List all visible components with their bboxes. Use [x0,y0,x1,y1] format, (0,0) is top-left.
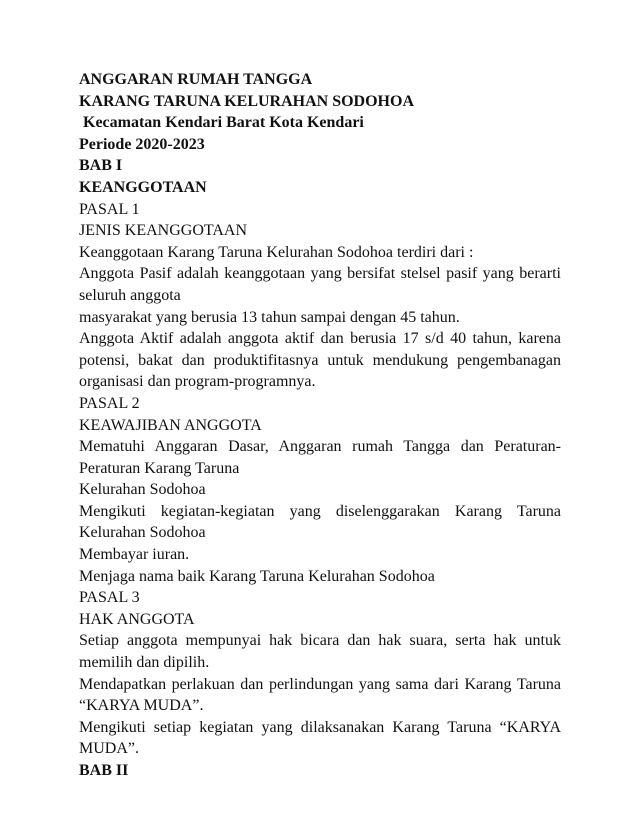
pasal-1-title: JENIS KEANGGOTAAN [79,222,248,240]
pasal-3-label: PASAL 3 [79,589,140,607]
bab-1-label: BAB I [79,157,123,175]
bab-2-label: BAB II [79,762,129,779]
pasal-2-item-3: Membayar iuran. [79,546,190,564]
bab-1-title: KEANGGOTAAN [79,178,207,196]
pasal-1-label: PASAL 1 [79,200,140,218]
pasal-2-title: KEAWAJIBAN ANGGOTA [79,416,262,434]
document-title: ANGGARAN RUMAH TANGGA [79,71,313,88]
pasal-3-item-3: Mengikuti setiap kegiatan yang dilaksanakan Karang Taruna “KARYA MUDA”. [79,718,561,758]
pasal-1-pasif-paragraph: Anggota Pasif adalah keanggotaan yang bersifat stelsel pasif yang berarti seluruh anggota [79,265,561,304]
location-line: Kecamatan Kendari Barat Kota Kendari [83,114,364,132]
pasal-3-item-1: Setiap anggota mempunyai hak bicara dan hak suara, serta hak untuk memilih dan dipilih. [79,632,561,672]
period-line: Periode 2020-2023 [79,135,205,153]
pasal-3-title: HAK ANGGOTA [79,610,195,628]
pasal-3-item-2: Mendapatkan perlakuan dan perlindungan yang sama dari Karang Taruna “KARYA MUDA”. [79,675,561,715]
pasal-2-item-4: Menjaga nama baik Karang Taruna Kelurahan Sodohoa [79,567,435,585]
document-page [79,69,561,782]
organization-name: KARANG TARUNA KELURAHAN SODOHOA [79,92,414,110]
pasal-1-aktif-paragraph: Anggota Aktif adalah anggota aktif dan berusia 17 s/d 40 tahun, karena potensi, bakat dan produktifitasnya untuk mendukung pengembanagan organisasi dan program-programnya. [79,330,561,391]
pasal-2-label: PASAL 2 [79,394,140,412]
pasal-2-item-1: Mematuhi Anggaran Dasar, Anggaran rumah Tangga dan Peraturan-Peraturan Karang Taruna [79,438,561,477]
pasal-2-item-2: Mengikuti kegiatan-kegiatan yang diselenggarakan Karang Taruna Kelurahan Sodohoa [79,502,561,542]
pasal-2-item-1-continuation: Kelurahan Sodohoa [79,481,206,499]
pasal-1-intro: Keanggotaan Karang Taruna Kelurahan Sodohoa terdiri dari : [79,243,474,261]
pasal-1-pasif-continuation: masyarakat yang berusia 13 tahun sampai dengan 45 tahun. [79,308,460,326]
